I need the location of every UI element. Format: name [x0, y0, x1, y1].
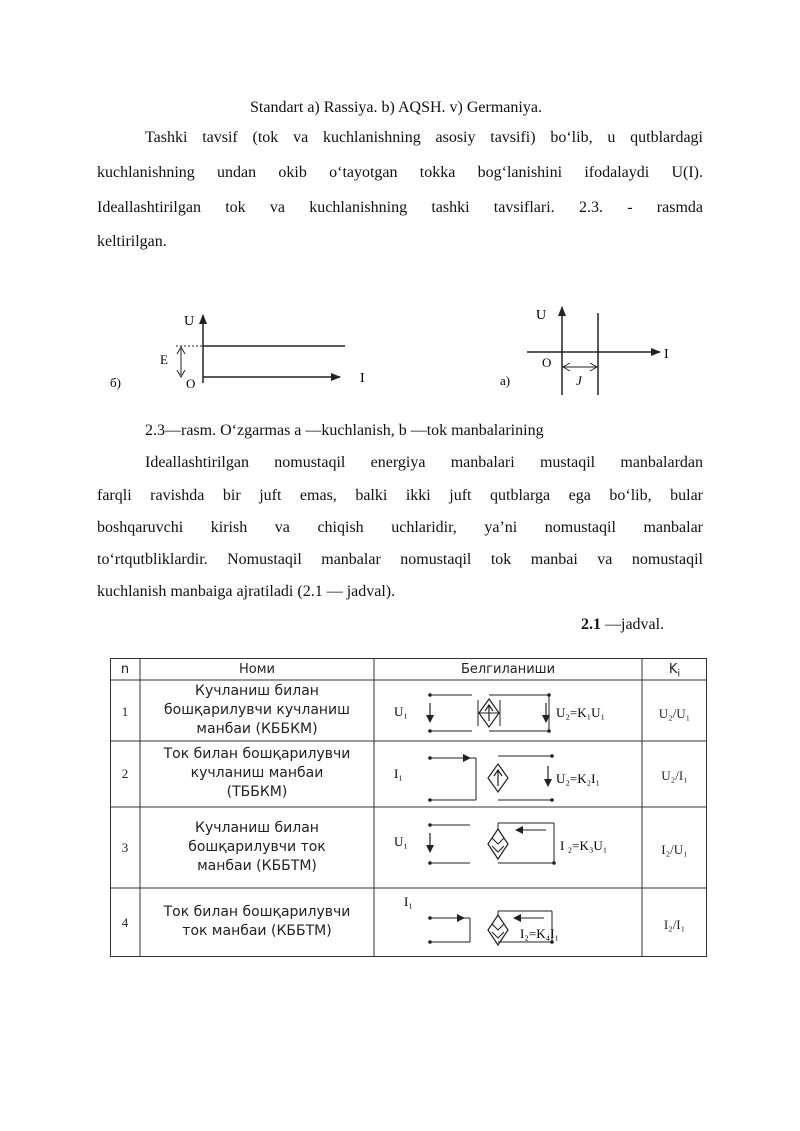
paragraph-2-line-4: to‘rtqutbliklardir. Nomustaqil manbalar nomustaqil tok manbai va nomustaqil: [97, 551, 703, 568]
graph-current-source: [500, 307, 669, 395]
row-3-name-line: Кучланиш билан: [195, 820, 319, 836]
row-4-name-line: ток манбаи (КББТМ): [182, 923, 332, 939]
standard-line: Standart a) Rassiya. b) AQSH. v) Germaniya.: [250, 99, 542, 116]
row-1-name-line: манбаи (КББКМ): [196, 721, 318, 737]
row-3-output-label: I ₂=K₃U₁: [560, 838, 608, 853]
figure-caption: 2.3—rasm. O‘zgarmas a —kuchlanish, b —tok manbalarining: [145, 422, 544, 439]
label-o-right: O: [542, 355, 552, 370]
paragraph-2-line-2: farqli ravishda bir juft emas, balki ikki juft qutblarga ega bo‘lib, bular: [97, 487, 703, 504]
row-2-n: 2: [121, 766, 129, 781]
paragraph-1-line-3: Ideallashtirilgan tok va kuchlanishning tashki tavsiflari. 2.3. - rasmda: [97, 199, 703, 216]
symbol-tbbtm: [404, 894, 559, 945]
row-3-n: 3: [121, 840, 129, 855]
symbol-diagrams: [374, 680, 642, 958]
row-4-k: I₂/I₁: [663, 917, 686, 932]
paragraph-2-line-3: boshqaruvchi kirish va chiqish uchlaridir, ya’ni nomustaqil manbalar: [97, 519, 703, 536]
row-1-name-line: бошқарилувчи кучланиш: [164, 702, 350, 718]
row-2-name: [140, 745, 374, 802]
paragraph-1-line-2: kuchlanishning undan okib o‘tayotgan tokka bog‘lanishini ifodalaydi U(I).: [97, 164, 703, 181]
header-name: Номи: [239, 662, 275, 677]
row-1-output-label: U₂=K₁U₁: [556, 705, 606, 720]
paragraph-1-line-4: keltirilgan.: [97, 233, 167, 250]
label-e: E: [160, 352, 168, 367]
row-3-name-line: бошқарилувчи ток: [188, 839, 326, 855]
row-3-name: [140, 819, 374, 876]
label-a-tag: a): [500, 373, 511, 388]
row-2-input-label: I₁: [394, 766, 403, 781]
paragraph-2-line-1: Ideallashtirilgan nomustaqil energiya manbalari mustaqil manbalardan: [145, 454, 703, 471]
row-4-input-label: I₁: [404, 894, 413, 909]
row-1-input-label: U₁: [394, 704, 408, 719]
label-b-tag: б): [110, 375, 121, 390]
row-1-name-line: Кучланиш билан: [195, 683, 319, 699]
row-4-n: 4: [121, 915, 129, 930]
header-symbol: Белгиланиши: [460, 662, 556, 677]
label-i-left: I: [360, 371, 365, 386]
table-caption: [581, 615, 664, 635]
symbol-kbbkm: [394, 693, 605, 733]
symbol-tbbkm: [394, 754, 600, 802]
row-2-name-line: Ток билан бошқарилувчи: [163, 746, 351, 762]
label-o-left: O: [186, 376, 196, 391]
row-4-name: [140, 903, 374, 941]
row-1-n: 1: [121, 704, 129, 719]
header-n: n: [120, 662, 130, 677]
table-caption-number: 2.1: [581, 616, 601, 633]
row-3-name-line: манбаи (КББТМ): [197, 858, 317, 874]
row-2-name-line: кучланиш манбаи: [190, 765, 324, 781]
header-k: [642, 660, 707, 684]
row-2-name-line: (ТББКМ): [226, 784, 288, 800]
row-1-k: U₂/U₁: [658, 706, 691, 721]
table-2-1: [110, 658, 707, 958]
graph-voltage-source: [110, 314, 365, 391]
label-u-left: U: [184, 314, 195, 329]
table-caption-text: —jadval.: [601, 616, 665, 633]
label-u-right: U: [536, 308, 547, 323]
row-1-name: [140, 682, 374, 739]
header-k-main: K: [668, 662, 678, 677]
row-4-name-line: Ток билан бошқарилувчи: [163, 904, 351, 920]
label-j: J: [576, 373, 582, 388]
paragraph-2-line-5: kuchlanish manbaiga ajratiladi (2.1 — jadval).: [97, 583, 396, 600]
row-2-output-label: U₂=K₂I₁: [556, 771, 601, 786]
paragraph-1-line-1: Tashki tavsif (tok va kuchlanishning asosiy tavsifi) bo‘lib, u qutblardagi: [145, 129, 703, 146]
row-2-k: U₂/I₁: [661, 768, 688, 783]
label-i-right: I: [664, 347, 669, 362]
header-k-sub: i: [677, 668, 681, 680]
row-3-input-label: U₁: [394, 834, 408, 849]
row-4-output-label: I₂=K₄I₁: [520, 926, 559, 941]
figure-2-3: [0, 295, 800, 415]
symbol-kbbtm: [394, 823, 607, 865]
row-3-k: I₂/U₁: [661, 842, 688, 857]
